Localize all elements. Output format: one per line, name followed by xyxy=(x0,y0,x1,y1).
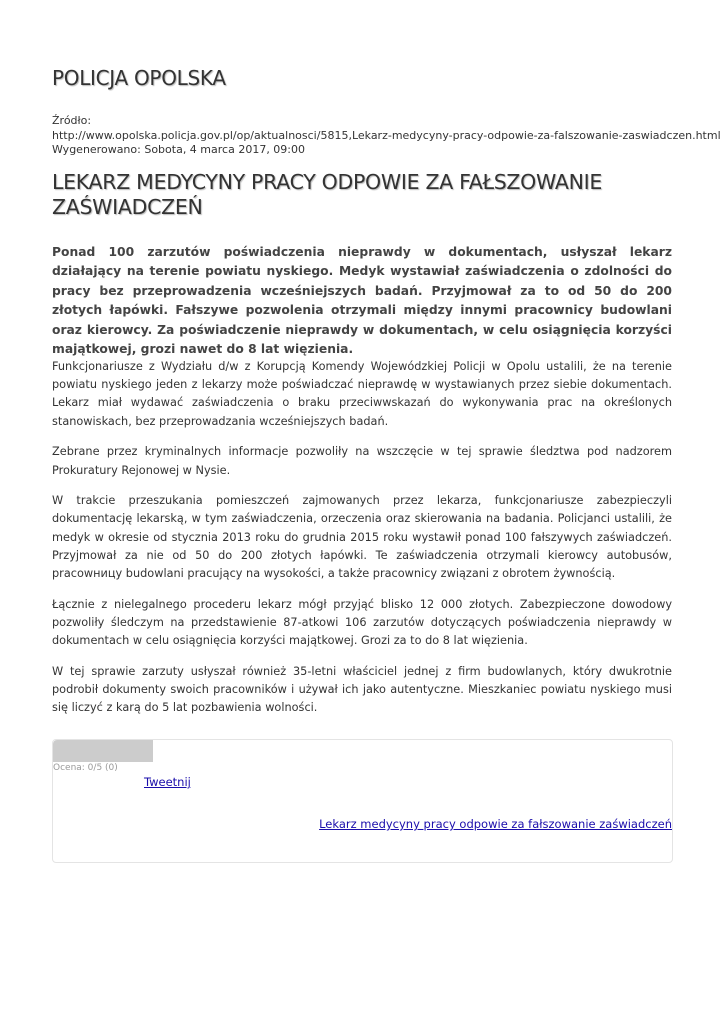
source-url: http://www.opolska.policja.gov.pl/op/aktualnosci/5815,Lekarz-medycyny-pracy-odpowie-za-falszowanie-zaswiadczen.html xyxy=(52,128,721,142)
share-box xyxy=(52,739,673,863)
site-title: POLICJA OPOLSKA xyxy=(52,66,226,90)
tweet-link[interactable]: Tweetnij xyxy=(144,775,191,789)
rating-stars-bar[interactable] xyxy=(53,740,153,762)
article-paragraph: W trakcie przeszukania pomieszczeń zajmowanych przez lekarza, funkcjonariusze zabezpieczyli dokumentację lekarską, w tym zaświadczenia, orzeczenia oraz skierowania na badania. Policjanci ustalili, że medyk w okresie od stycznia 2013 roku do grudnia 2015 roku wystawił ponad 100 fałszywych zaświadczeń. Przyjmował za nie od 50 do 200 złotych łapówki. Te zaświadczenia otrzymali kierowcy autobusów, pracowницy budowlani pracujący na wysokości, a także pracownicy związani z obrotem żywnością. xyxy=(52,494,672,581)
article-permalink[interactable]: Lekarz medycyny pracy odpowie za fałszowanie zaświadczeń xyxy=(319,817,672,831)
generated-date: Wygenerowano: Sobota, 4 marca 2017, 09:00 xyxy=(52,143,306,156)
article-title: LEKARZ MEDYCYNY PRACY ODPOWIE ZA FAŁSZOWANIE ZAŚWIADCZEŃ xyxy=(52,170,603,219)
source-meta xyxy=(52,114,721,158)
article-paragraph: W tej sprawie zarzuty usłyszał również 35-letni właściciel jednej z firm budowlanych, który dwukrotnie podrobił dokumenty swoich pracowników i używał ich jako autentyczne. Mieszkaniec powiatu nyskiego musi się liczyć z karą do 5 lat pozbawienia wolności. xyxy=(52,664,672,715)
article-paragraph: Łącznie z nielegalnego procederu lekarz mógł przyjąć blisko 12 000 złotych. Zabezpieczone dowodowy pozwoliły śledczym na przedstawienie 87-atkowi 106 zarzutów dotyczących poświadczenia nieprawdy w dokumentach w celu osiągnięcia korzyści majątkowej. Grozi za to do 8 lat więzienia. xyxy=(52,597,672,648)
article-lead: Ponad 100 zarzutów poświadczenia nieprawdy w dokumentach, usłyszał lekarz działający na terenie powiatu nyskiego. Medyk wystawiał zaświadczenia o zdolności do pracy bez przeprowadzenia wcześniejszych badań. Przyjmował za to od 50 do 200 złotych łapówki. Fałszywe pozwolenia otrzymali między innymi pracownicy budowlani oraz kierowcy. Za poświadczenie nieprawdy w dokumentach, w celu osiągnięcia korzyści majątkowej, grozi nawet do 8 lat więzienia. xyxy=(52,245,672,357)
source-label: Źródło: xyxy=(52,114,92,127)
article-body xyxy=(52,358,672,730)
rating-text: Ocena: 0/5 (0) xyxy=(53,763,118,773)
article-paragraph: Zebrane przez kryminalnych informacje pozwoliły na wszczęcie w tej sprawie śledztwa pod nadzorem Prokuratury Rejonowej w Nysie. xyxy=(52,445,672,477)
article-paragraph: Funkcjonariusze z Wydziału d/w z Korupcją Komendy Wojewódzkiej Policji w Opolu ustalili, że na terenie powiatu nyskiego jeden z lekarzy może poświadczać nieprawdę w wystawianych przez siebie dokumentach. Lekarz miał wydawać zaświadczenia o braku przeciwwskazań do wykonywania prac na określonych stanowiskach, bez przeprowadzania wcześniejszych badań. xyxy=(52,360,672,428)
